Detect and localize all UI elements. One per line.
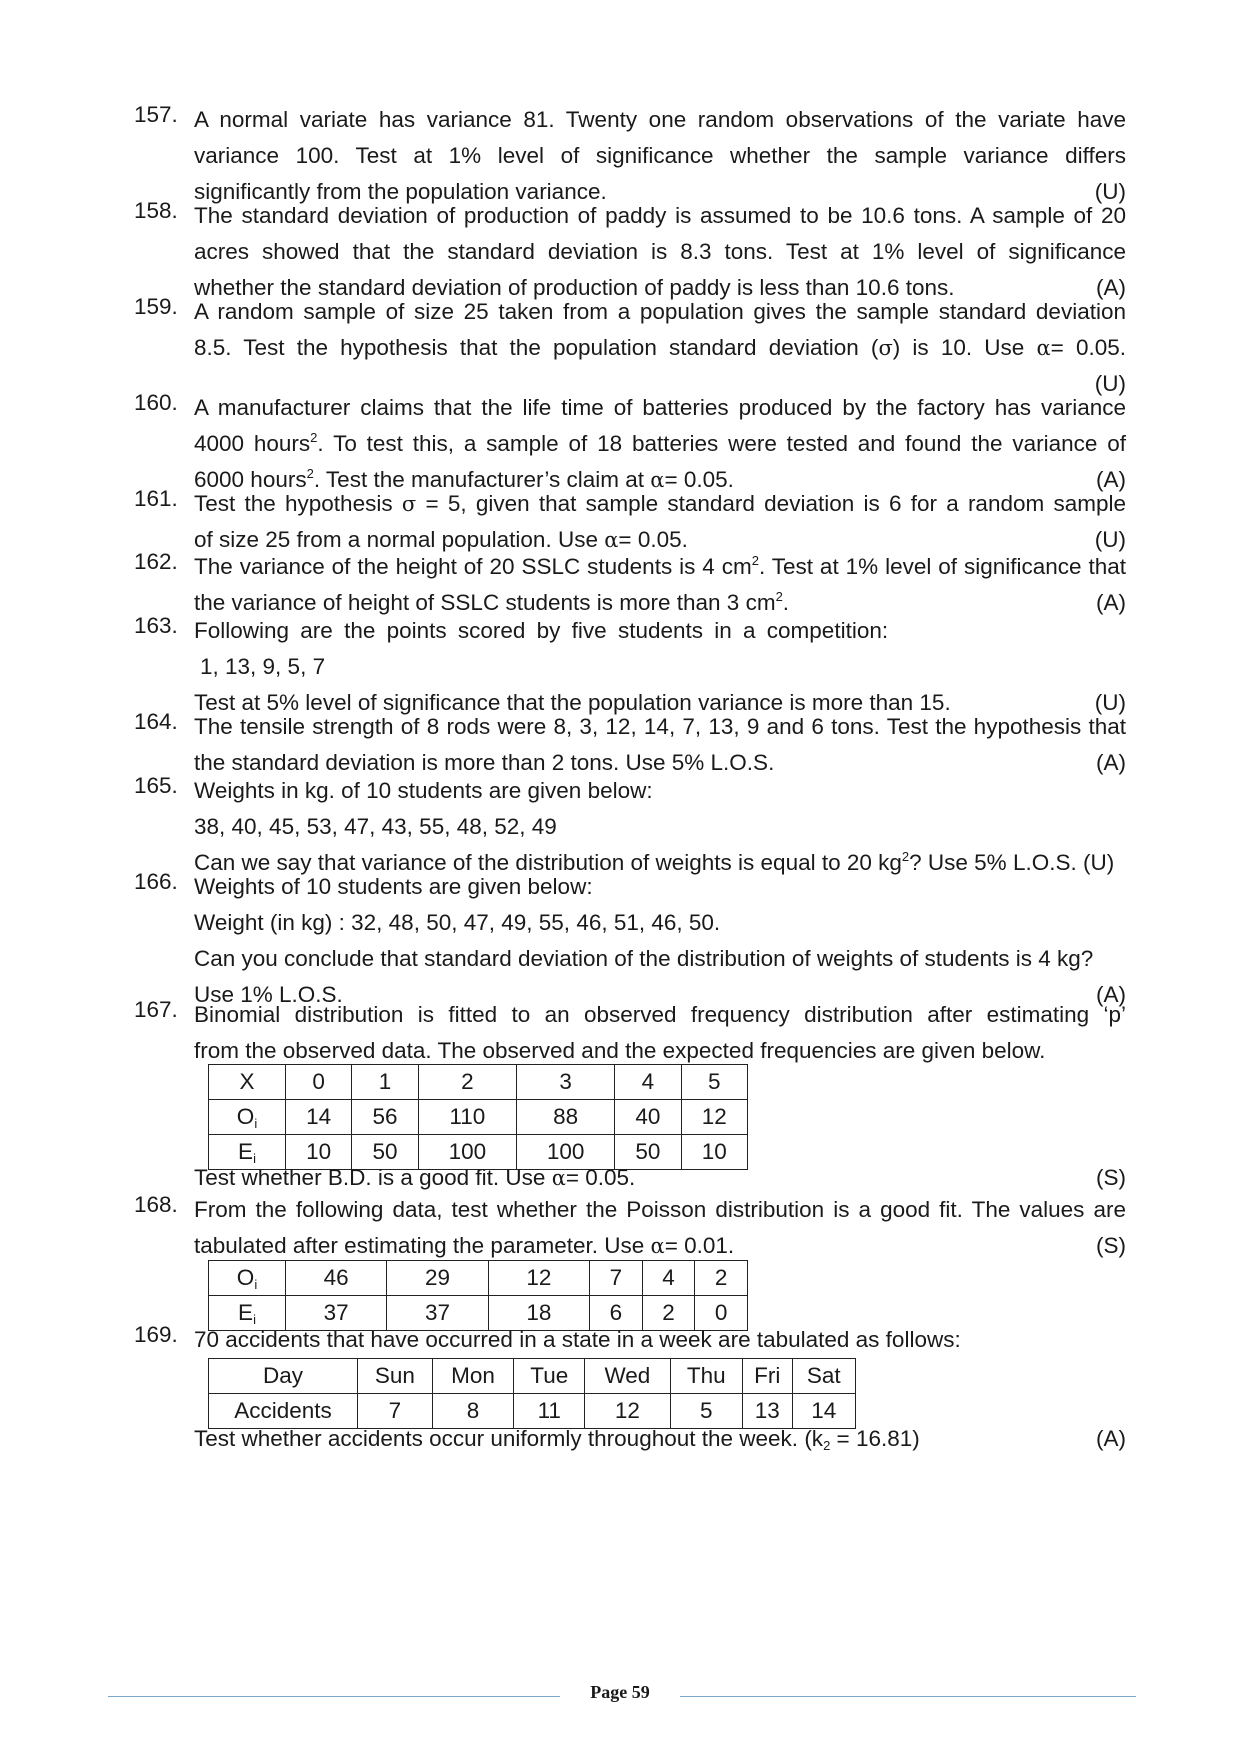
table-cell: 7 xyxy=(358,1394,433,1429)
question-169-footer xyxy=(128,1421,1128,1457)
alpha-symbol: α xyxy=(650,468,665,492)
difficulty-tag: (U) xyxy=(1094,527,1126,552)
sigma-symbol: σ xyxy=(878,336,893,360)
question-number: 166. xyxy=(134,869,178,894)
question-text-line: A normal variate has variance 81. Twenty one random observations of the variate have xyxy=(194,107,1126,132)
table-cell: 100 xyxy=(516,1135,614,1170)
table-cell: 6 xyxy=(590,1296,643,1331)
difficulty-tag: (S) xyxy=(1096,1165,1126,1190)
question-text-line: Test at 5% level of significance that the population variance is more than 15. xyxy=(194,690,951,715)
question-text-line: Can we say that variance of the distribution of weights is equal to 20 $kg^2$? Use 5% L.O.S. (U) xyxy=(194,849,1115,875)
table-cell: 2 xyxy=(418,1065,516,1100)
question-168 xyxy=(128,1192,1128,1264)
footer-rule-left xyxy=(108,1696,560,1697)
table-cell: 4 xyxy=(615,1065,681,1100)
table-cell: 1 xyxy=(352,1065,418,1100)
question-text-line: variance 100. Test at 1% level of significance whether the sample variance differs xyxy=(194,143,1126,168)
question-text-line: Test the hypothesis σ = 5, given that sample standard deviation is 6 for a random sample xyxy=(194,491,1126,516)
question-number: 164. xyxy=(134,709,178,734)
table-cell: 50 xyxy=(615,1135,681,1170)
question-text-line: acres showed that the standard deviation is 8.3 tons. Test at 1% level of significance xyxy=(194,239,1126,264)
question-164 xyxy=(128,709,1128,781)
table-cell: 0 xyxy=(286,1065,352,1100)
row-label: $E_i$ xyxy=(209,1135,286,1170)
question-text-line: The tensile strength of 8 rods were 8, 3, 12, 14, 7, 13, 9 and 6 tons. Test the hypothesis that xyxy=(194,714,1126,739)
table-cell: 46 xyxy=(286,1261,387,1296)
question-data-line: 38, 40, 45, 53, 47, 43, 55, 48, 52, 49 xyxy=(194,814,557,839)
table-cell: 14 xyxy=(792,1394,855,1429)
table-cell: 10 xyxy=(681,1135,747,1170)
row-label: X xyxy=(209,1065,286,1100)
table-cell: 29 xyxy=(387,1261,488,1296)
frequency-table-168 xyxy=(208,1260,748,1331)
question-162 xyxy=(128,549,1128,621)
table-cell: Tue xyxy=(514,1359,585,1394)
table-cell: 37 xyxy=(387,1296,488,1331)
question-text-line: Use 1% L.O.S. xyxy=(194,982,343,1007)
difficulty-tag: (S) xyxy=(1096,1233,1126,1258)
question-number: 168. xyxy=(134,1192,178,1217)
question-text-line: From the following data, test whether the Poisson distribution is a good fit. The values are xyxy=(194,1197,1126,1222)
alpha-symbol: α xyxy=(650,1234,665,1258)
row-label: Accidents xyxy=(209,1394,358,1429)
question-text-line: tabulated after estimating the parameter. Use α= 0.01. (S) xyxy=(194,1228,1126,1264)
table-cell: Fri xyxy=(742,1359,792,1394)
table-cell: 18 xyxy=(488,1296,589,1331)
question-number: 160. xyxy=(134,390,178,415)
table-cell: 14 xyxy=(286,1100,352,1135)
table-cell: 40 xyxy=(615,1100,681,1135)
question-160 xyxy=(128,390,1128,498)
question-169 xyxy=(128,1322,1128,1358)
frequency-table-167 xyxy=(208,1064,748,1170)
row-label: $O_i$ xyxy=(209,1261,286,1296)
question-165 xyxy=(128,773,1128,881)
sigma-symbol: σ xyxy=(401,492,417,516)
question-number: 162. xyxy=(134,549,178,574)
difficulty-tag: (U) xyxy=(1094,371,1126,396)
question-number: 167. xyxy=(134,997,178,1022)
question-text-line: 8.5. Test the hypothesis that the population standard deviation (σ) is 10. Use α= 0.05. xyxy=(194,335,1126,360)
difficulty-tag: (A) xyxy=(1096,1426,1126,1451)
question-number: 165. xyxy=(134,773,178,798)
question-158 xyxy=(128,198,1128,306)
table-cell: Sat xyxy=(792,1359,855,1394)
question-161 xyxy=(128,486,1128,558)
table-cell: 12 xyxy=(488,1261,589,1296)
table-cell: 11 xyxy=(514,1394,585,1429)
question-159 xyxy=(128,294,1128,402)
table-cell: 12 xyxy=(681,1100,747,1135)
table-cell: Sun xyxy=(358,1359,433,1394)
table-row xyxy=(209,1100,748,1135)
question-text-line: Test whether accidents occur uniformly throughout the week. $(k_2 = 16.81)$ (A) xyxy=(194,1421,1126,1457)
difficulty-tag: (A) xyxy=(1096,275,1126,300)
row-label: $E_i$ xyxy=(209,1296,286,1331)
difficulty-tag: (A) xyxy=(1096,982,1126,1007)
table-cell: 10 xyxy=(286,1135,352,1170)
question-number: 157. xyxy=(134,102,178,127)
question-166 xyxy=(128,869,1128,1013)
question-text-line: 6000 hours$^2$. Test the manufacturer’s claim at α= 0.05. (A) xyxy=(194,462,1126,498)
table-cell: 110 xyxy=(418,1100,516,1135)
alpha-symbol: α xyxy=(551,1166,566,1190)
question-text-line: from the observed data. The observed and the expected frequencies are given below. xyxy=(194,1038,1046,1063)
question-text-line: the standard deviation is more than 2 tons. Use 5% L.O.S. xyxy=(194,750,775,775)
question-text-line: Can you conclude that standard deviation of the distribution of weights of students is 4 kg? xyxy=(194,946,1094,971)
question-163 xyxy=(128,613,1128,721)
table-cell: 100 xyxy=(418,1135,516,1170)
difficulty-tag: (A) xyxy=(1096,590,1126,615)
question-167-footer xyxy=(128,1160,1128,1196)
table-row xyxy=(209,1261,748,1296)
table-cell: 5 xyxy=(670,1394,742,1429)
table-cell: 2 xyxy=(695,1261,748,1296)
question-text-line: A random sample of size 25 taken from a population gives the sample standard deviation xyxy=(194,299,1126,324)
alpha-symbol: α xyxy=(604,528,619,552)
question-text-line: Binomial distribution is fitted to an observed frequency distribution after estimating ‘p’ xyxy=(194,1002,1126,1027)
question-data-line: 1, 13, 9, 5, 7 xyxy=(200,654,326,679)
table-row xyxy=(209,1065,748,1100)
question-text-line: whether the standard deviation of production of paddy is less than 10.6 tons. xyxy=(194,275,955,300)
table-row xyxy=(209,1359,856,1394)
difficulty-tag: (A) xyxy=(1096,750,1126,775)
question-text-line: 4000 hours$^2$. To test this, a sample of 18 batteries were tested and found the variance of xyxy=(194,430,1126,456)
question-number: 169. xyxy=(134,1322,178,1347)
question-number: 163. xyxy=(134,613,178,638)
question-text-line: 70 accidents that have occurred in a state in a week are tabulated as follows: xyxy=(194,1327,961,1352)
difficulty-tag: (U) xyxy=(1094,690,1126,715)
row-label: $O_i$ xyxy=(209,1100,286,1135)
table-cell: 56 xyxy=(352,1100,418,1135)
table-cell: Thu xyxy=(670,1359,742,1394)
question-167 xyxy=(128,997,1128,1069)
question-number: 158. xyxy=(134,198,178,223)
row-label: Day xyxy=(209,1359,358,1394)
question-text-line: The standard deviation of production of paddy is assumed to be 10.6 tons. A sample of 20 xyxy=(194,203,1126,228)
table-cell: 4 xyxy=(642,1261,695,1296)
table-cell: 3 xyxy=(516,1065,614,1100)
question-157 xyxy=(128,102,1128,210)
table-cell: 12 xyxy=(585,1394,670,1429)
alpha-symbol: α xyxy=(1036,336,1051,360)
table-cell: 8 xyxy=(432,1394,514,1429)
question-number: 161. xyxy=(134,486,178,511)
question-text-line: significantly from the population variance. xyxy=(194,179,607,204)
difficulty-tag: (A) xyxy=(1096,467,1126,492)
question-text-line: The variance of the height of 20 SSLC students is 4 $cm^2$. Test at 1% level of significance that xyxy=(194,553,1126,579)
question-text-line: Weights in kg. of 10 students are given below: xyxy=(194,778,653,803)
question-text-line: Weights of 10 students are given below: xyxy=(194,874,593,899)
table-cell: 13 xyxy=(742,1394,792,1429)
question-text-line: Following are the points scored by five students in a competition: xyxy=(194,618,889,643)
difficulty-tag: (U) xyxy=(1094,179,1126,204)
table-cell: 5 xyxy=(681,1065,747,1100)
table-cell: Mon xyxy=(432,1359,514,1394)
page-number: Page 59 xyxy=(590,1682,650,1702)
table-cell: 2 xyxy=(642,1296,695,1331)
question-text-line: Test whether B.D. is a good fit. Use α= 0.05. (S) xyxy=(194,1160,1126,1196)
table-cell: Wed xyxy=(585,1359,670,1394)
table-cell: 37 xyxy=(286,1296,387,1331)
table-cell: 50 xyxy=(352,1135,418,1170)
question-data-line: Weight (in kg) : 32, 48, 50, 47, 49, 55, 46, 51, 46, 50. xyxy=(194,910,721,935)
accidents-table-169 xyxy=(208,1358,856,1429)
question-text-line: of size 25 from a normal population. Use α= 0.05. (U) xyxy=(194,522,1126,558)
table-cell: 88 xyxy=(516,1100,614,1135)
question-text-line: A manufacturer claims that the life time of batteries produced by the factory has variance xyxy=(194,395,1126,420)
footer-rule-right xyxy=(680,1696,1136,1697)
table-cell: 7 xyxy=(590,1261,643,1296)
table-cell: 0 xyxy=(695,1296,748,1331)
question-text-line: the variance of height of SSLC students is more than 3 $cm^2$. (A) xyxy=(194,585,1126,621)
question-number: 159. xyxy=(134,294,178,319)
